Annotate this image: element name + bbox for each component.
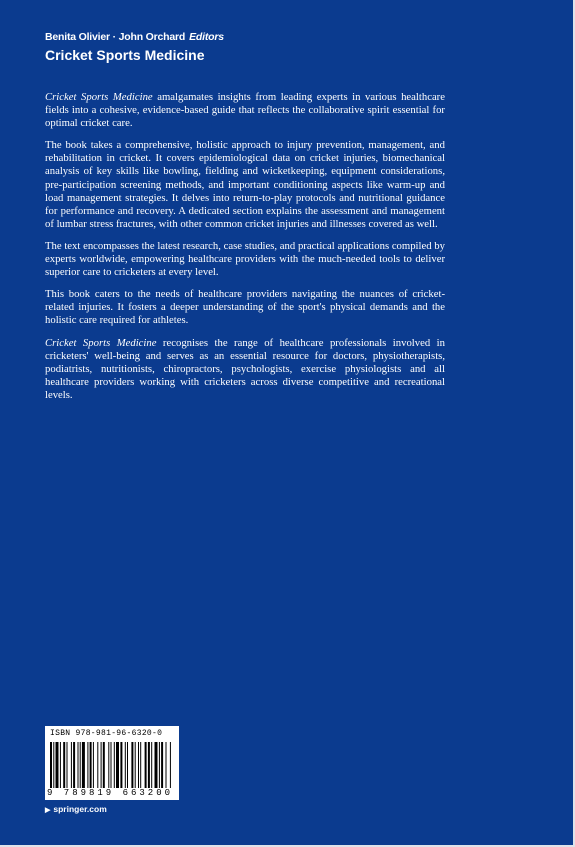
editor-names: Benita Olivier · John Orchard xyxy=(45,31,186,43)
barcode-bar xyxy=(135,742,136,788)
blurb-paragraph-5: Cricket Sports Medicine recognises the range of healthcare professionals involved in cricketers' well-being and serves as an essential resource for doctors, physiotherapists, podiatrists, nutritionists, chiropractors, psychologists, exercise physiologists and all healthcare providers working with cricketers across diverse competitive and recreational levels. xyxy=(45,336,445,401)
barcode-bar xyxy=(116,742,119,788)
barcode-bar xyxy=(145,742,147,788)
barcode-bar xyxy=(67,742,68,788)
barcode-bar xyxy=(111,742,112,788)
editors-role: Editors xyxy=(189,31,224,43)
barcode-bar xyxy=(127,742,128,788)
barcode-bar xyxy=(80,742,81,788)
book-title-italic: Cricket Sports Medicine xyxy=(45,91,153,103)
barcode-bar xyxy=(71,742,72,788)
blurb xyxy=(45,91,445,411)
barcode-bar xyxy=(125,742,126,788)
blurb-paragraph-2: The book takes a comprehensive, holistic approach to injury prevention, management, and rehabilitation in cricket. It covers epidemiological data on cricket injuries, biomechanical analysis of key skills like bowling, fielding and wicketkeeping, equipment considerations, pre-participation screening methods, and important conditioning aspects like warm-up and load management strategies. It delves into return-to-play protocols and nutritional guidance for performance and recovery. A dedicated section explains the assessment and management of lumbar stress fractures, with other common cricket injuries and illnesses covered as well. xyxy=(45,139,445,230)
blurb-paragraph-4: This book caters to the needs of healthcare providers navigating the nuances of cricket-related injuries. It fosters a deeper understanding of the sport's physical demands and the holistic care required for athletes. xyxy=(45,288,445,327)
barcode-bar xyxy=(159,742,160,788)
barcode-bar xyxy=(114,742,115,788)
isbn-number: ISBN 978-981-96-6320-0 xyxy=(50,729,163,738)
barcode-bar xyxy=(103,742,105,788)
barcode-bar xyxy=(131,742,133,788)
barcode-bar xyxy=(53,742,54,788)
publisher-link-text: springer.com xyxy=(53,804,107,814)
barcode-bar xyxy=(101,742,102,788)
barcode-bar xyxy=(97,742,98,788)
barcode-bar xyxy=(93,742,94,788)
barcode-bar xyxy=(60,742,61,788)
blurb-paragraph-3: The text encompasses the latest research, case studies, and practical applications compiled by experts worldwide, empowering healthcare providers with the much-needed tools to deliver superior care to cricketers at every level. xyxy=(45,239,445,279)
barcode-bar xyxy=(151,742,152,788)
barcode-bar xyxy=(63,742,65,788)
barcode-bar xyxy=(138,742,139,788)
isbn-barcode xyxy=(45,726,179,800)
barcode-bar xyxy=(78,742,79,788)
barcode-bar xyxy=(50,742,52,788)
barcode-bar xyxy=(56,742,59,788)
barcode-bar xyxy=(140,742,141,788)
barcode-bar xyxy=(120,742,122,788)
barcode-icon xyxy=(50,742,174,788)
barcode-bar xyxy=(161,742,163,788)
book-title-italic: Cricket Sports Medicine xyxy=(45,336,157,349)
barcode-bar xyxy=(87,742,88,788)
barcode-digits: 9 789819 663200 xyxy=(47,788,174,798)
blurb-paragraph-1: Cricket Sports Medicine amalgamates insights from leading experts in various healthcare fields into a cohesive, evidence-based guide that reflects the collaborative spirit essential for optimal cricket care. xyxy=(45,91,445,130)
barcode-bar xyxy=(148,742,150,788)
editors-line xyxy=(45,31,224,43)
barcode-bar xyxy=(82,742,85,788)
barcode-bar xyxy=(73,742,75,788)
barcode-bar xyxy=(108,742,109,788)
barcode-bar xyxy=(155,742,158,788)
book-title: Cricket Sports Medicine xyxy=(45,47,205,63)
publisher-link[interactable] xyxy=(45,804,107,814)
barcode-bar xyxy=(166,742,167,788)
triangle-right-icon: ▶ xyxy=(45,807,51,814)
barcode-bar xyxy=(170,742,171,788)
barcode-bar xyxy=(90,742,92,788)
